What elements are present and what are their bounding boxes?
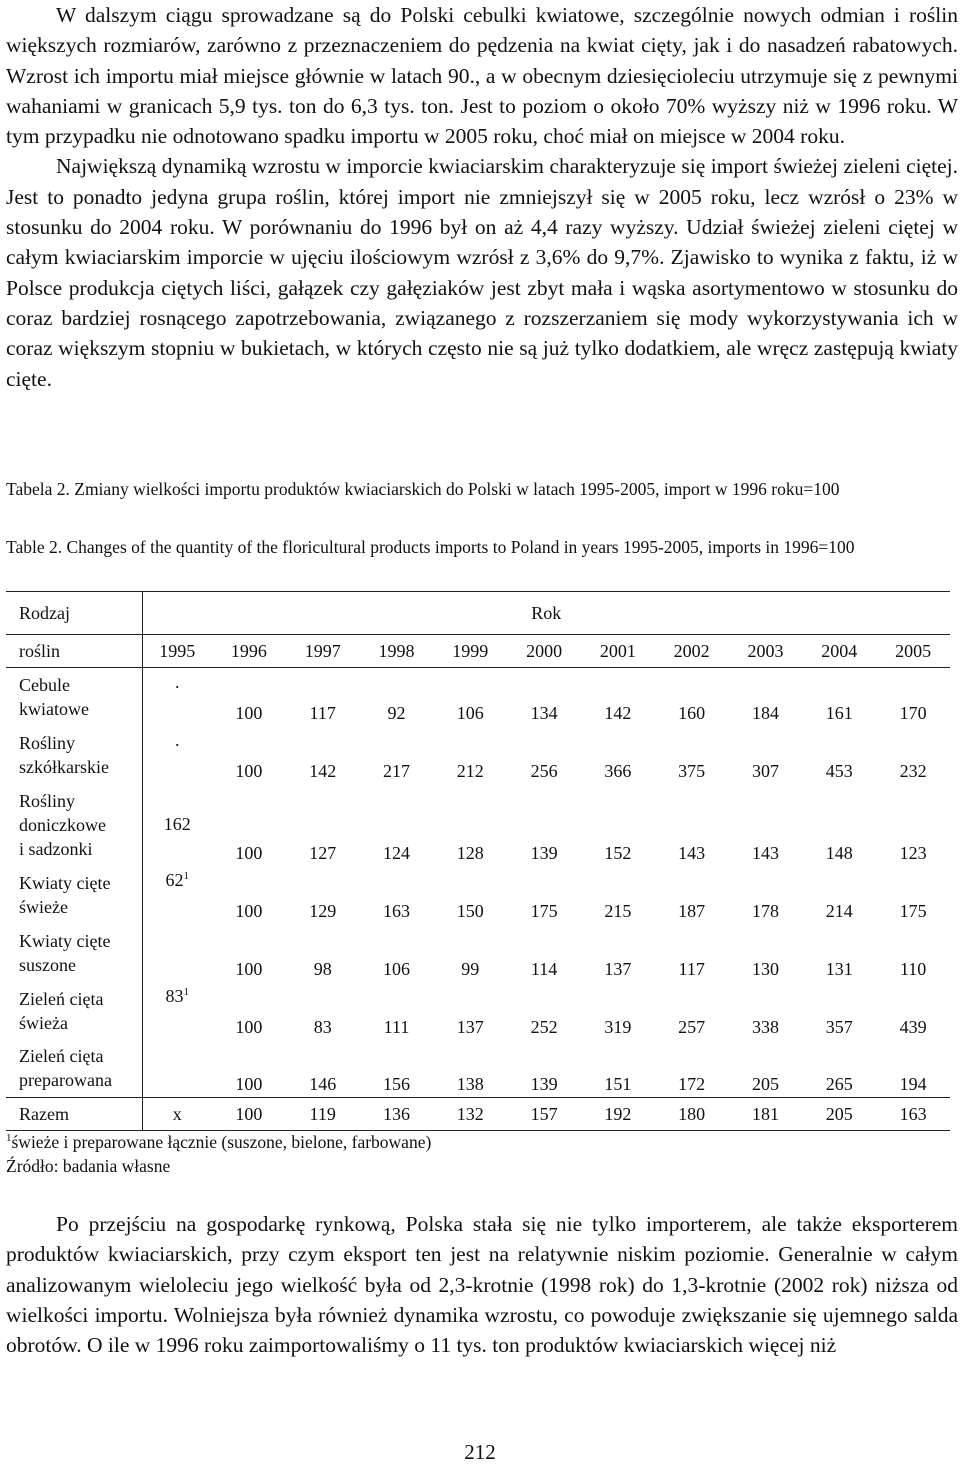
cell-1995 bbox=[142, 924, 212, 982]
year-header: 2000 bbox=[507, 635, 581, 668]
table-cell: 130 bbox=[751, 958, 779, 979]
table-cell: 161 bbox=[825, 702, 853, 723]
table-cell: 129 bbox=[309, 900, 337, 921]
table-cell: 136 bbox=[360, 1098, 434, 1131]
row-label: Kwiaty cięte suszone bbox=[6, 924, 142, 982]
table-cell: 257 bbox=[678, 1016, 706, 1037]
table-cell: 156 bbox=[382, 1074, 410, 1094]
cell-1995: 162 bbox=[163, 814, 191, 834]
table-cell: 100 bbox=[235, 842, 263, 863]
row-label: Cebule kwiatowe bbox=[6, 668, 142, 726]
cell-1995: $62^1$ bbox=[165, 869, 189, 890]
year-header: 1998 bbox=[360, 635, 434, 668]
table-cell: 128 bbox=[456, 842, 484, 863]
header-roslin: roślin bbox=[6, 635, 142, 668]
table-cell: 137 bbox=[456, 1016, 484, 1037]
total-1995: x bbox=[142, 1098, 212, 1131]
year-header: 1996 bbox=[212, 635, 286, 668]
table-cell: 146 bbox=[309, 1074, 337, 1094]
table-cell: 205 bbox=[751, 1074, 779, 1094]
table-cell: 178 bbox=[751, 900, 779, 921]
table-cell: 143 bbox=[678, 842, 706, 863]
year-header: 1997 bbox=[286, 635, 360, 668]
table-cell: 100 bbox=[235, 1074, 263, 1094]
year-header: 2002 bbox=[655, 635, 729, 668]
table-cell: 100 bbox=[235, 958, 263, 979]
table-row bbox=[6, 726, 950, 784]
intro-paragraph-1: W dalszym ciągu sprowadzane są do Polski cebulki kwiatowe, szczególnie nowych odmian i roślin większych rozmiarów, zarówno z przeznaczeniem do pędzenia na kwiat cięty, jak i do nasadzeń rabatowych. Wzrost ich importu miał miejsce głównie w latach 90., a w obecnym dziesięcioleciu utrzymuje się z pewnymi wahaniami w granicach 5,9 tys. ton do 6,3 tys. ton. Jest to poziom o około 70% wyższy niż w 1996 roku. W tym przypadku nie odnotowano spadku importu w 2005 roku, choć miał on miejsce w 2004 roku. bbox=[6, 3, 958, 149]
table-cell: 83 bbox=[313, 1016, 332, 1037]
table-cell: 170 bbox=[899, 702, 927, 723]
table-row bbox=[6, 784, 950, 866]
table-cell: 132 bbox=[433, 1098, 507, 1131]
intro-paragraph-2: Największą dynamiką wzrostu w imporcie kwiaciarskim charakteryzuje się import świeżej zieleni ciętej. Jest to ponadto jedyna grupa roślin, której import nie zmniejszył się w 2005 roku, lecz wzrósł o 23% w stosunku do 2004 roku. W porównaniu do 1996 był on aż 4,4 razy wyższy. Udział świeżej zieleni ciętej w całym kwiaciarskim imporcie w ujęciu ilościowym wzrósł z 3,6% do 9,7%. Zjawisko to wynika z faktu, iż w Polsce produkcja ciętych liści, gałązek czy gałęziaków jest zbyt mała i wąska asortymentowo w stosunku do coraz bardziej rosnącego zapotrzebowania, związanego z rozszerzaniem się mody wykorzystywania ich w coraz większym stopniu w bukietach, w których często nie są już tylko dodatkiem, ale wręcz zastępują kwiaty cięte. bbox=[6, 154, 958, 391]
table-cell: 192 bbox=[581, 1098, 655, 1131]
table-cell: 439 bbox=[899, 1016, 927, 1037]
table-cell: 106 bbox=[382, 958, 410, 979]
table-cell: 215 bbox=[604, 900, 632, 921]
table-cell: 212 bbox=[456, 760, 484, 781]
year-header: 2003 bbox=[729, 635, 803, 668]
table-footnote: $^1$świeże i preparowane łącznie (suszone, bielone, farbowane) bbox=[6, 1132, 432, 1152]
table-cell: 175 bbox=[899, 900, 927, 921]
row-label: Zieleń cięta preparowana bbox=[6, 1040, 142, 1098]
table-cell: 150 bbox=[456, 900, 484, 921]
table-cell: 139 bbox=[530, 1074, 558, 1094]
table-cell: 375 bbox=[678, 760, 706, 781]
table-cell: 127 bbox=[309, 842, 337, 863]
header-rok: Rok bbox=[142, 592, 950, 635]
table-cell: 338 bbox=[751, 1016, 779, 1037]
table-cell: 256 bbox=[530, 760, 558, 781]
table-cell: 163 bbox=[382, 900, 410, 921]
table-cell: 184 bbox=[751, 702, 779, 723]
table-cell: 117 bbox=[678, 958, 705, 979]
table-row bbox=[6, 866, 950, 924]
table-cell: 319 bbox=[604, 1016, 632, 1037]
cell-1995: . bbox=[175, 729, 180, 750]
year-header: 1999 bbox=[433, 635, 507, 668]
cell-1995: $83^1$ bbox=[165, 985, 189, 1006]
after-paragraph: Po przejściu na gospodarkę rynkową, Polska stała się nie tylko importerem, ale także eksporterem produktów kwiaciarskich, przy czym eksport ten jest na relatywnie niskim poziomie. Generalnie w całym analizowanym wieloleciu jego wielkość była od 2,3-krotnie (1998 rok) do 1,3-krotnie (2002 rok) niższa od wielkości importu. Wolniejsza była również dynamika wzrostu, co powoduje zwiększanie się ujemnego salda obrotów. O ile w 1996 roku zaimportowaliśmy o 11 tys. ton produktów kwiaciarskich więcej niż bbox=[6, 1212, 958, 1358]
table-cell: 453 bbox=[825, 760, 853, 781]
table-cell: 252 bbox=[530, 1016, 558, 1037]
table-cell: 160 bbox=[678, 702, 706, 723]
table-cell: 114 bbox=[530, 958, 558, 979]
table-source: Źródło: badania własne bbox=[6, 1156, 171, 1176]
table-cell: 124 bbox=[382, 842, 410, 863]
footnote-marker: 1 bbox=[183, 985, 189, 998]
table-header-row-1 bbox=[6, 592, 950, 635]
table-cell: 106 bbox=[456, 702, 484, 723]
table-cell: 205 bbox=[802, 1098, 876, 1131]
table-cell: 100 bbox=[235, 1016, 263, 1037]
table-row bbox=[6, 924, 950, 982]
footnote-marker: 1 bbox=[183, 869, 189, 882]
table-cell: 181 bbox=[729, 1098, 803, 1131]
table-cell: 143 bbox=[751, 842, 779, 863]
table-cell: 148 bbox=[825, 842, 853, 863]
table-row bbox=[6, 1040, 950, 1098]
table-cell: 157 bbox=[507, 1098, 581, 1131]
table-cell: 151 bbox=[604, 1074, 632, 1094]
table-cell: 134 bbox=[530, 702, 558, 723]
import-table bbox=[6, 591, 950, 1131]
row-label: Kwiaty cięte świeże bbox=[6, 866, 142, 924]
table-cell: 142 bbox=[604, 702, 632, 723]
table-cell: 366 bbox=[604, 760, 632, 781]
table-row bbox=[6, 982, 950, 1040]
after-text bbox=[6, 1209, 958, 1360]
table-cell: 137 bbox=[604, 958, 632, 979]
table-cell: 99 bbox=[461, 958, 480, 979]
table-cell: 214 bbox=[825, 900, 853, 921]
table-cell: 92 bbox=[387, 702, 406, 723]
table-row bbox=[6, 668, 950, 726]
table-cell: 139 bbox=[530, 842, 558, 863]
table-cell: 180 bbox=[655, 1098, 729, 1131]
table-cell: 100 bbox=[212, 1098, 286, 1131]
cell-1995: . bbox=[175, 672, 180, 692]
table-cell: 111 bbox=[383, 1016, 410, 1037]
table-cell: 152 bbox=[604, 842, 632, 863]
table-cell: 187 bbox=[678, 900, 706, 921]
row-label: Rośliny doniczkowe i sadzonki bbox=[6, 784, 142, 866]
table-cell: 265 bbox=[825, 1074, 853, 1094]
header-rodzaj: Rodzaj bbox=[6, 592, 142, 635]
table-cell: 138 bbox=[456, 1074, 484, 1094]
table-cell: 131 bbox=[825, 958, 853, 979]
row-label: Zieleń cięta świeża bbox=[6, 982, 142, 1040]
table-cell: 123 bbox=[899, 842, 927, 863]
table-cell: 100 bbox=[235, 900, 263, 921]
table-cell: 142 bbox=[309, 760, 337, 781]
table-cell: 163 bbox=[876, 1098, 950, 1131]
cell-1995 bbox=[142, 1040, 212, 1098]
table-header-row-2 bbox=[6, 635, 950, 668]
intro-text bbox=[6, 0, 958, 394]
table-cell: 100 bbox=[235, 760, 263, 781]
table-caption-en: Table 2. Changes of the quantity of the floricultural products imports to Poland in years 1995-2005, imports in 1996=100 bbox=[6, 537, 855, 557]
table-cell: 175 bbox=[530, 900, 558, 921]
year-header: 2004 bbox=[802, 635, 876, 668]
table-cell: 194 bbox=[899, 1074, 927, 1094]
table-cell: 100 bbox=[235, 702, 263, 723]
table-cell: 217 bbox=[382, 760, 410, 781]
year-header: 2005 bbox=[876, 635, 950, 668]
table-cell: 307 bbox=[751, 760, 779, 781]
table-total-row bbox=[6, 1098, 950, 1131]
table-cell: 119 bbox=[286, 1098, 360, 1131]
table-cell: 357 bbox=[825, 1016, 853, 1037]
page-number: 212 bbox=[464, 1440, 496, 1464]
table-cell: 117 bbox=[309, 702, 336, 723]
table-caption-pl: Tabela 2. Zmiany wielkości importu produktów kwiaciarskich do Polski w latach 1995-2005, import w 1996 roku=100 bbox=[6, 479, 840, 499]
row-label: Rośliny szkółkarskie bbox=[6, 726, 142, 784]
total-label: Razem bbox=[6, 1098, 142, 1131]
table-cell: 98 bbox=[313, 958, 332, 979]
footnote-marker: 1 bbox=[6, 1132, 12, 1145]
table-cell: 110 bbox=[899, 958, 927, 979]
year-header: 2001 bbox=[581, 635, 655, 668]
table-cell: 232 bbox=[899, 760, 927, 781]
year-header: 1995 bbox=[142, 635, 212, 668]
table-cell: 172 bbox=[678, 1074, 706, 1094]
